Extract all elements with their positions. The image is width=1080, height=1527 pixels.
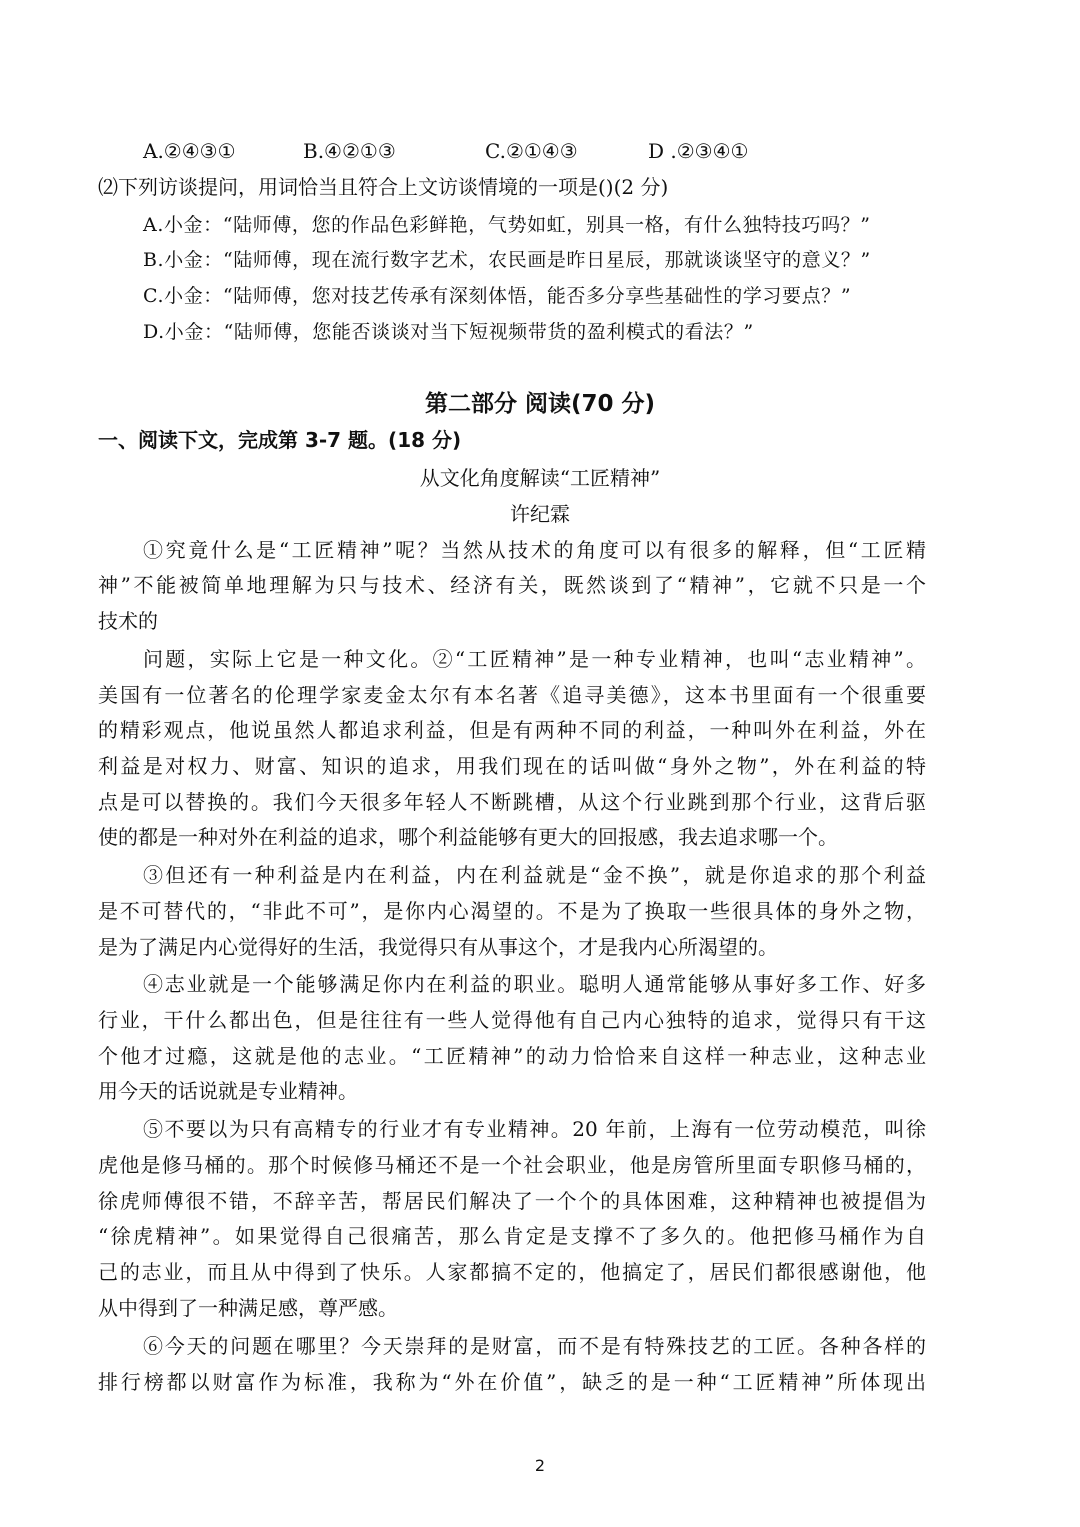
article-line: 神”不能被简单地理解为只与技术、经济有关，既然谈到了“精神”，它就不只是一个 (98, 573, 926, 597)
article-line: “徐虎精神”。如果觉得自己很痛苦，那么肯定是支撑不了多久的。他把修马桶作为自 (98, 1224, 926, 1248)
article-line: 是不可替代的，“非此不可”，是你内心渴望的。不是为了换取一些很具体的身外之物， (98, 899, 926, 923)
page-number: 2 (534, 1456, 546, 1475)
article-line: 己的志业，而且从中得到了快乐。人家都搞不定的，他搞定了，居民们都很感谢他，他 (98, 1260, 926, 1284)
question-2-stem: ⑵下列访谈提问，用词恰当且符合上文访谈情境的一项是()(2 分) (98, 175, 669, 199)
article-line: 使的都是一种对外在利益的追求，哪个利益能够有更大的回报感，我去追求哪一个。 (98, 825, 838, 849)
article-line: ④志业就是一个能够满足你内在利益的职业。聪明人通常能够从事好多工作、好多 (143, 972, 926, 996)
article-line: 问题，实际上它是一种文化。②“工匠精神”是一种专业精神，也叫“志业精神”。 (143, 647, 926, 671)
part-heading: 一、阅读下文，完成第 3-7 题。(18 分) (98, 428, 462, 452)
question-2-choice-c: C.小金：“陆师傅，您对技艺传承有深刻体悟，能否多分享些基础性的学习要点？” (143, 285, 852, 307)
article-line: 行业，干什么都出色，但是往往有一些人觉得他有自己内心独特的追求，觉得只有干这 (98, 1008, 926, 1032)
article-line: 技术的 (98, 609, 158, 633)
article-line: 利益是对权力、财富、知识的追求，用我们现在的话叫做“身外之物”，外在利益的特 (98, 754, 926, 778)
answer-options-row (143, 137, 783, 165)
article-line: 用今天的话说就是专业精神。 (98, 1079, 358, 1103)
article-line: ⑥今天的问题在哪里？今天崇拜的是财富，而不是有特殊技艺的工匠。各种各样的 (143, 1334, 926, 1358)
article-author: 许纪霖 (510, 502, 570, 526)
article-line: 点是可以替换的。我们今天很多年轻人不断跳槽，从这个行业跳到那个行业，这背后驱 (98, 790, 926, 814)
question-2-choice-a: A.小金：“陆师傅，您的作品色彩鲜艳，气势如虹，别具一格，有什么独特技巧吗？” (143, 214, 871, 236)
article-line: 排行榜都以财富作为标准，我称为“外在价值”，缺乏的是一种“工匠精神”所体现出 (98, 1370, 926, 1394)
article-line: 个他才过瘾，这就是他的志业。“工匠精神”的动力恰恰来自这样一种志业，这种志业 (98, 1044, 926, 1068)
article-line: ①究竟什么是“工匠精神”呢？当然从技术的角度可以有很多的解释，但“工匠精 (143, 538, 926, 562)
question-2-choice-d: D.小金：“陆师傅，您能否谈谈对当下短视频带货的盈利模式的看法？” (143, 321, 754, 343)
article-line: 徐虎师傅很不错，不辞辛苦，帮居民们解决了一个个的具体困难，这种精神也被提倡为 (98, 1189, 926, 1213)
article-line: 的精彩观点，他说虽然人都追求利益，但是有两种不同的利益，一种叫外在利益，外在 (98, 718, 926, 742)
article-line: 美国有一位著名的伦理学家麦金太尔有本名著《追寻美德》，这本书里面有一个很重要 (98, 683, 926, 707)
question-2-choice-b: B.小金：“陆师傅，现在流行数字艺术，农民画是昨日星辰，那就谈谈坚守的意义？” (143, 249, 871, 271)
article-line: ③但还有一种利益是内在利益，内在利益就是“金不换”，就是你追求的那个利益 (143, 863, 926, 887)
article-line: ⑤不要以为只有高精专的行业才有专业精神。20 年前，上海有一位劳动模范，叫徐 (143, 1117, 926, 1141)
section-title: 第二部分 阅读(70 分) (424, 391, 656, 417)
option-d: D .②③④① (648, 139, 749, 163)
article-title: 从文化角度解读“工匠精神” (419, 466, 661, 490)
option-a: A.②④③① (143, 139, 236, 163)
option-b: B.④②①③ (303, 139, 396, 163)
article-line: 是为了满足内心觉得好的生活，我觉得只有从事这个，才是我内心所渴望的。 (98, 935, 778, 959)
article-line: 虎他是修马桶的。那个时候修马桶还不是一个社会职业，他是房管所里面专职修马桶的， (98, 1153, 926, 1177)
option-c: C.②①④③ (485, 139, 578, 163)
article-line: 从中得到了一种满足感，尊严感。 (98, 1296, 398, 1320)
